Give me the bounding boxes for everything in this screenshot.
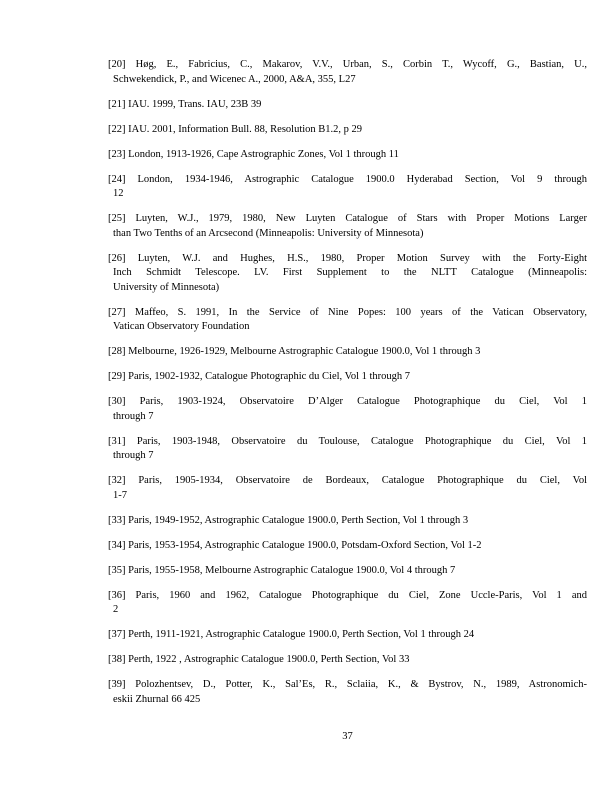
- reference-label: [26]: [108, 252, 126, 264]
- reference-item: [108, 678, 587, 707]
- reference-first-line: [108, 212, 587, 227]
- reference-first-line: [108, 98, 587, 113]
- reference-continuation-line: Schwekendick, P., and Wicenec A., 2000, A&A, 355, L27: [113, 73, 356, 85]
- reference-text: Perth, 1922 , Astrographic Catalogue 1900.0, Perth Section, Vol 33: [128, 654, 410, 665]
- reference-label: [32]: [108, 475, 126, 486]
- reference-text: London, 1913-1926, Cape Astrographic Zones, Vol 1 through 11: [128, 148, 399, 160]
- reference-text: London, 1934-1946, Astrographic Catalogue 1900.0 Hyderabad Section, Vol 9 through: [137, 173, 587, 185]
- reference-text: Melbourne, 1926-1929, Melbourne Astrographic Catalogue 1900.0, Vol 1 through 3: [128, 346, 481, 357]
- reference-text: Luyten, W.J., 1979, 1980, New Luyten Catalogue of Stars with Proper Motions Larger: [135, 213, 587, 224]
- reference-text: Luyten, W.J. and Hughes, H.S., 1980, Proper Motion Survey with the Forty-Eight: [137, 252, 588, 264]
- reference-first-line: [108, 252, 587, 267]
- reference-text: Paris, 1903-1924, Observatoire D’Alger Catalogue Photographique du Ciel, Vol 1: [139, 396, 587, 407]
- reference-text: Polozhentsev, D., Potter, K., Sal’Es, R., Sclaiia, K., & Bystrov, N., 1989, Astronomich-: [135, 679, 587, 690]
- reference-label: [20]: [108, 59, 126, 70]
- reference-text: Paris, 1902-1932, Catalogue Photographic du Ciel, Vol 1 through 7: [128, 371, 411, 382]
- reference-first-line: [108, 564, 587, 579]
- reference-item: [108, 653, 587, 668]
- reference-item: [108, 148, 587, 163]
- reference-label: [34]: [108, 539, 126, 551]
- reference-label: [31]: [108, 435, 126, 447]
- reference-label: [24]: [108, 173, 126, 185]
- reference-label: [25]: [108, 213, 126, 224]
- reference-first-line: [108, 58, 587, 73]
- reference-label: [28]: [108, 346, 126, 357]
- reference-text: Perth, 1911-1921, Astrographic Catalogue 1900.0, Perth Section, Vol 1 through 24: [128, 629, 475, 640]
- reference-label: [38]: [108, 654, 126, 665]
- reference-item: [108, 514, 587, 529]
- reference-text: Paris, 1953-1954, Astrographic Catalogue 1900.0, Potsdam-Oxford Section, Vol 1-2: [128, 539, 482, 551]
- reference-first-line: [108, 173, 587, 188]
- reference-label: [27]: [108, 306, 126, 318]
- reference-text: Paris, 1903-1948, Observatoire du Toulouse, Catalogue Photographique du Ciel, Vol 1: [136, 435, 587, 447]
- reference-first-line: [108, 589, 587, 604]
- reference-first-line: [108, 514, 587, 529]
- reference-continuation-line: through 7: [113, 410, 154, 422]
- reference-item: [108, 435, 587, 464]
- reference-item: [108, 212, 587, 241]
- reference-continuation-line: through 7: [113, 450, 154, 461]
- reference-continuation-line: than Two Tenths of an Arcsecond (Minneapolis: University of Minnesota): [113, 227, 424, 239]
- reference-continuation-line: 2: [113, 604, 119, 615]
- reference-first-line: [108, 628, 587, 643]
- reference-item: [108, 123, 587, 138]
- reference-continuation-line: Inch Schmidt Telescope. LV. First Supplement to the NLTT Catalogue (Minneapolis:: [113, 267, 587, 278]
- reference-first-line: [108, 123, 587, 138]
- reference-item: [108, 395, 587, 424]
- reference-first-line: [108, 148, 587, 163]
- reference-first-line: [108, 653, 587, 668]
- reference-first-line: [108, 306, 587, 321]
- reference-text: IAU. 2001, Information Bull. 88, Resolution B1.2, p 29: [128, 123, 363, 135]
- reference-first-line: [108, 370, 587, 385]
- reference-continuation-line: 1-7: [113, 489, 127, 501]
- reference-item: [108, 345, 587, 360]
- reference-continuation-line: 12: [113, 188, 124, 199]
- reference-label: [29]: [108, 371, 126, 382]
- reference-first-line: [108, 474, 587, 489]
- reference-text: IAU. 1999, Trans. IAU, 23B 39: [128, 98, 262, 110]
- reference-label: [30]: [108, 396, 126, 407]
- reference-item: [108, 589, 587, 618]
- reference-text: Høg, E., Fabricius, C., Makarov, V.V., Urban, S., Corbin T., Wycoff, G., Bastian, U.,: [135, 59, 587, 70]
- reference-label: [39]: [108, 679, 126, 690]
- reference-first-line: [108, 345, 587, 360]
- references-list: [108, 58, 587, 718]
- reference-first-line: [108, 678, 587, 693]
- reference-text: Maffeo, S. 1991, In the Service of Nine Popes: 100 years of the Vatican Observatory,: [134, 306, 588, 318]
- reference-label: [23]: [108, 148, 126, 160]
- reference-item: [108, 539, 587, 554]
- reference-item: [108, 370, 587, 385]
- reference-item: [108, 474, 587, 503]
- reference-item: [108, 58, 587, 87]
- reference-first-line: [108, 435, 587, 450]
- reference-item: [108, 252, 587, 296]
- reference-first-line: [108, 395, 587, 410]
- reference-label: [33]: [108, 514, 126, 526]
- reference-item: [108, 173, 587, 202]
- page-number: 37: [342, 731, 353, 742]
- reference-item: [108, 98, 587, 113]
- reference-item: [108, 628, 587, 643]
- reference-continuation-line: University of Minnesota): [113, 281, 220, 293]
- reference-text: Paris, 1955-1958, Melbourne Astrographic Catalogue 1900.0, Vol 4 through 7: [128, 564, 456, 576]
- reference-label: [21]: [108, 98, 126, 110]
- reference-label: [36]: [108, 589, 126, 601]
- reference-text: Paris, 1960 and 1962, Catalogue Photographique du Ciel, Zone Uccle-Paris, Vol 1 and: [135, 589, 587, 601]
- reference-label: [35]: [108, 564, 126, 576]
- reference-label: [37]: [108, 629, 126, 640]
- reference-item: [108, 564, 587, 579]
- reference-item: [108, 306, 587, 335]
- reference-first-line: [108, 539, 587, 554]
- reference-text: Paris, 1905-1934, Observatoire de Bordeaux, Catalogue Photographique du Ciel, Vol: [138, 475, 587, 486]
- reference-continuation-line: eskii Zhurnal 66 425: [113, 693, 201, 705]
- reference-label: [22]: [108, 123, 126, 135]
- reference-continuation-line: Vatican Observatory Foundation: [113, 321, 250, 332]
- reference-text: Paris, 1949-1952, Astrographic Catalogue 1900.0, Perth Section, Vol 1 through 3: [128, 514, 469, 526]
